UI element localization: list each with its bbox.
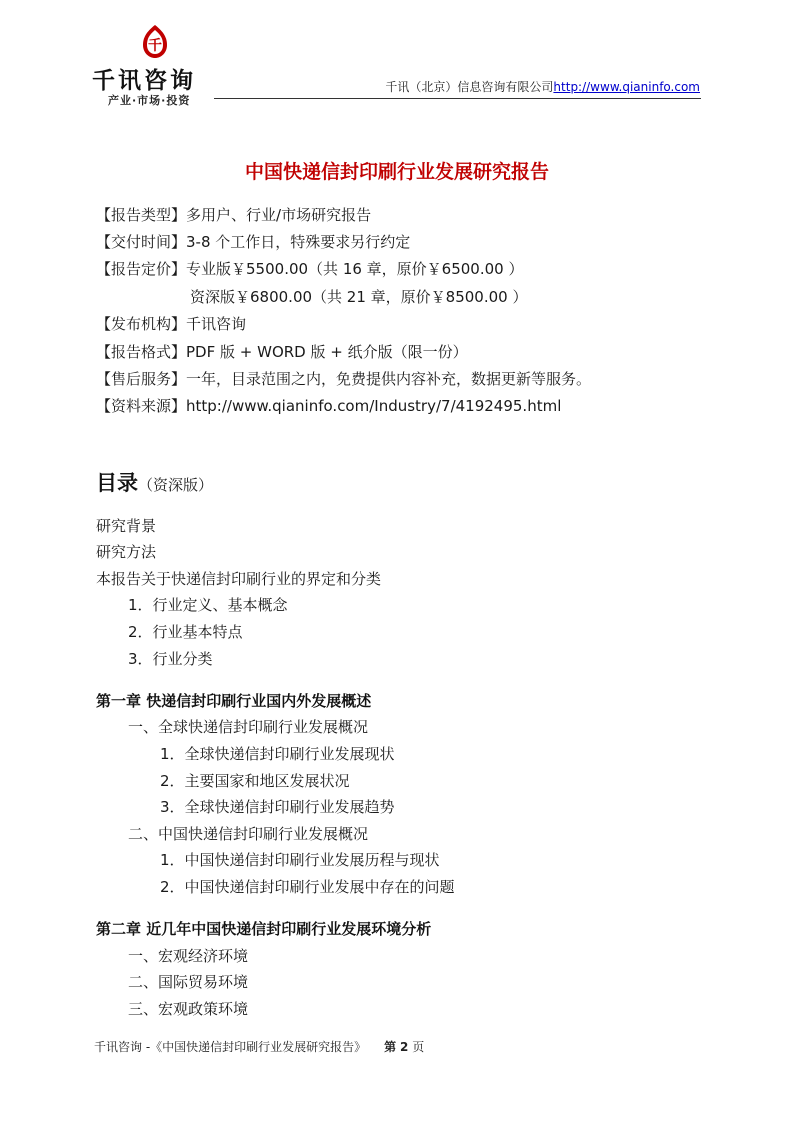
info-value: 专业版￥5500.00（共 16 章，原价￥6500.00 ） — [186, 260, 524, 278]
info-label: 【交付时间】 — [96, 233, 187, 251]
toc-section: 二、国际贸易环境 — [128, 973, 249, 991]
info-row-format — [96, 341, 468, 362]
header-divider — [214, 98, 701, 99]
report-title: 中国快递信封印刷行业发展研究报告 — [244, 161, 549, 183]
info-label: 【发布机构】 — [96, 315, 187, 333]
company-info — [385, 78, 700, 95]
info-row-source — [96, 395, 561, 416]
toc-subitem: 2．主要国家和地区发展状况 — [160, 772, 350, 790]
info-row-publisher — [96, 313, 246, 334]
toc-item: 研究方法 — [96, 543, 157, 561]
footer-text: 千讯咨询 -《中国快递信封印刷行业发展研究报告》 — [94, 1040, 367, 1054]
info-row-service — [96, 368, 591, 389]
toc-heading — [96, 467, 213, 497]
toc-section: 一、全球快递信封印刷行业发展概况 — [128, 718, 369, 736]
info-label: 【报告格式】 — [96, 343, 187, 361]
toc-heading-text: 目录 — [96, 471, 138, 495]
toc-edition: （资深版） — [138, 476, 214, 494]
info-row-type — [96, 204, 371, 225]
toc-section: 一、宏观经济环境 — [128, 947, 249, 965]
source-link[interactable]: http://www.qianinfo.com/Industry/7/4192495.html — [186, 397, 562, 415]
info-row-price — [96, 258, 523, 279]
chapter-title: 第一章 快递信封印刷行业国内外发展概述 — [96, 692, 372, 710]
toc-subitem: 3．全球快递信封印刷行业发展趋势 — [160, 798, 395, 816]
toc-section: 二、中国快递信封印刷行业发展概况 — [128, 825, 369, 843]
toc-item: 研究背景 — [96, 517, 157, 535]
logo-text: 千讯咨询 — [92, 68, 196, 94]
toc-subitem: 1．全球快递信封印刷行业发展现状 — [160, 745, 395, 763]
toc-subitem: 3．行业分类 — [128, 650, 213, 668]
info-label: 【售后服务】 — [96, 370, 187, 388]
toc-subitem: 2．行业基本特点 — [128, 623, 243, 641]
toc-subitem: 1．中国快递信封印刷行业发展历程与现状 — [160, 851, 440, 869]
page-number: 第 2 页 — [384, 1040, 425, 1054]
info-row-delivery — [96, 231, 410, 252]
info-value: 一年，目录范围之内，免费提供内容补充，数据更新等服务。 — [186, 370, 592, 388]
company-name: 千讯（北京）信息咨询有限公司 — [385, 80, 554, 94]
toc-subitem: 1．行业定义、基本概念 — [128, 596, 288, 614]
info-row-price-deep: 资深版￥6800.00（共 21 章，原价￥8500.00 ） — [190, 288, 528, 306]
logo-tagline: 产业·市场·投资 — [108, 94, 191, 107]
chapter-title: 第二章 近几年中国快递信封印刷行业发展环境分析 — [96, 920, 432, 938]
info-value: 千讯咨询 — [186, 315, 247, 333]
logo-seal-icon — [140, 24, 170, 60]
toc-section: 三、宏观政策环境 — [128, 1000, 249, 1018]
logo-seal-char: 千 — [148, 38, 162, 54]
toc-item: 本报告关于快递信封印刷行业的界定和分类 — [96, 570, 382, 588]
info-value: 多用户、行业/市场研究报告 — [186, 206, 372, 224]
info-value: PDF 版 + WORD 版 + 纸介版（限一份） — [186, 343, 468, 361]
toc-subitem: 2．中国快递信封印刷行业发展中存在的问题 — [160, 878, 455, 896]
info-label: 【资料来源】 — [96, 397, 187, 415]
info-value: 3-8 个工作日，特殊要求另行约定 — [186, 233, 411, 251]
info-label: 【报告类型】 — [96, 206, 187, 224]
company-link[interactable]: http://www.qianinfo.com — [553, 80, 700, 94]
info-label: 【报告定价】 — [96, 260, 187, 278]
page-footer — [94, 1038, 424, 1055]
